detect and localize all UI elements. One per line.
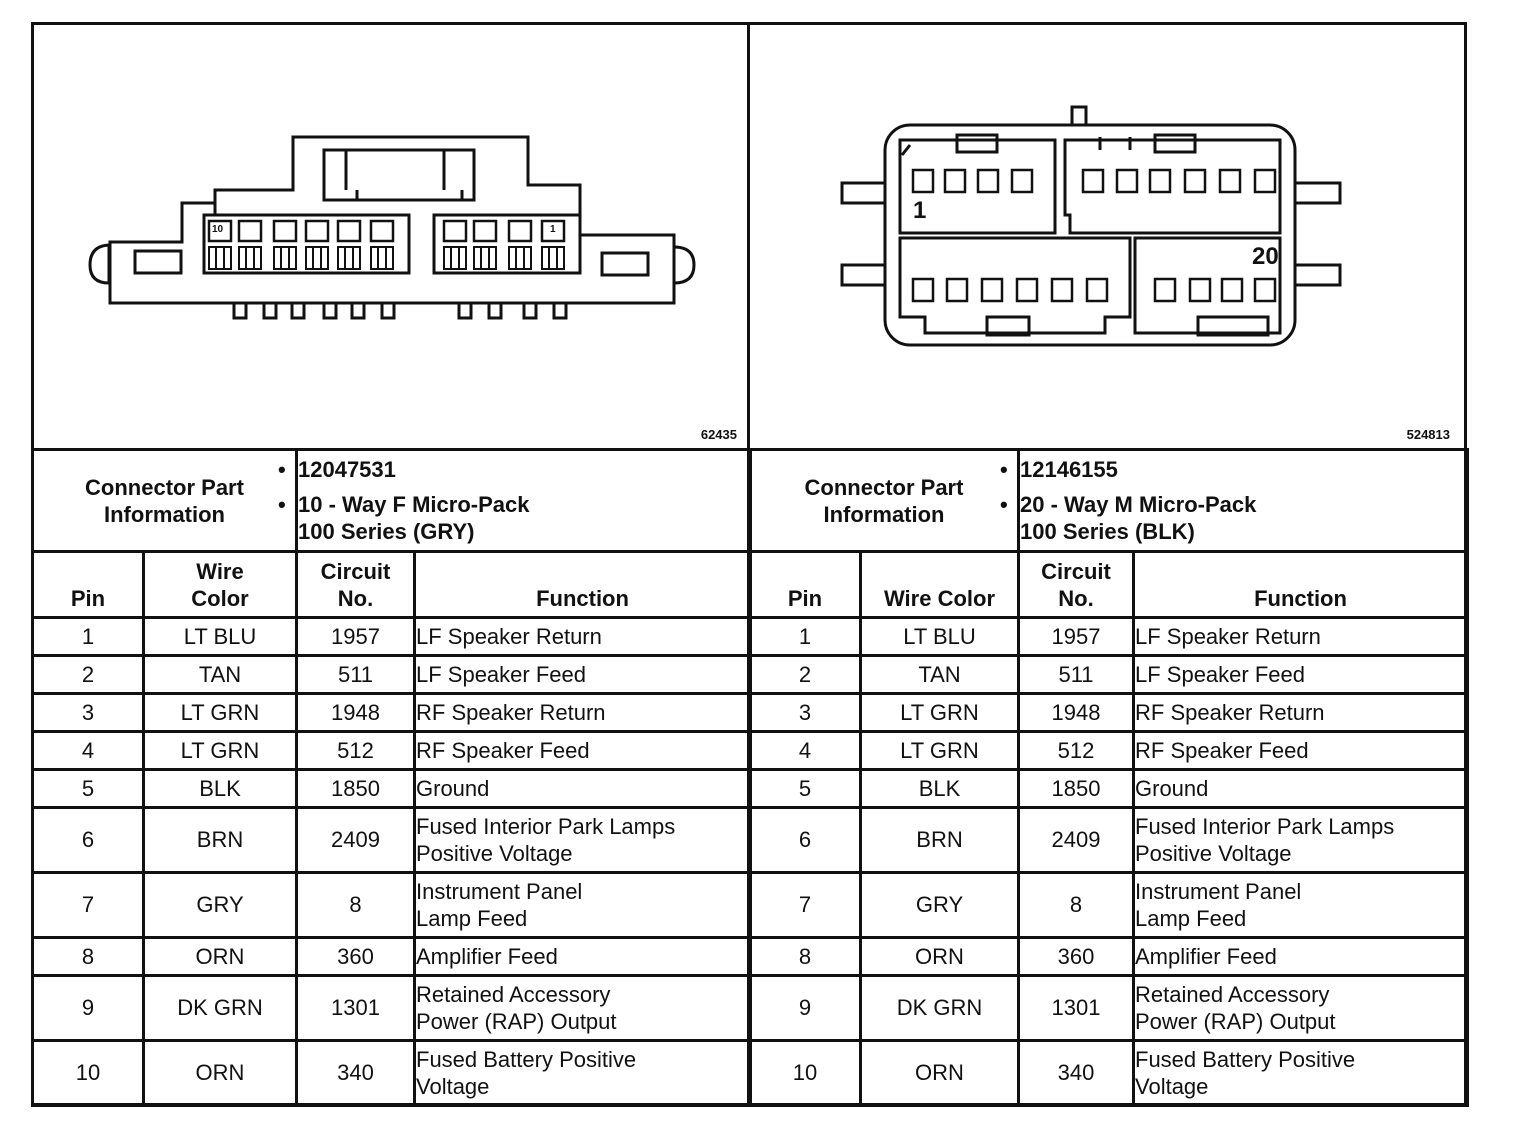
left-function-line1: LF Speaker Feed bbox=[416, 662, 586, 687]
left-function-cell bbox=[415, 938, 751, 976]
left-function-line1: LF Speaker Return bbox=[416, 624, 602, 649]
right-wire-color-cell: ORN bbox=[861, 1041, 1019, 1106]
left-header-function: Function bbox=[415, 552, 751, 618]
left-wire-color-cell: ORN bbox=[144, 1041, 297, 1106]
right-pin-cell: 3 bbox=[750, 694, 861, 732]
left-function-cell bbox=[415, 1041, 751, 1106]
right-circuit-cell: 511 bbox=[1019, 656, 1134, 694]
left-function-line1: Retained Accessory bbox=[416, 982, 611, 1007]
left-circuit-cell: 512 bbox=[297, 732, 415, 770]
left-table-row bbox=[33, 732, 751, 770]
right-part-description-line1: • 20 - Way M Micro-Pack bbox=[1020, 491, 1466, 518]
left-part-info bbox=[297, 450, 751, 552]
left-circuit-cell: 1948 bbox=[297, 694, 415, 732]
right-table-row bbox=[750, 618, 1468, 656]
left-wire-color-cell: DK GRN bbox=[144, 976, 297, 1041]
right-header-circuit-line1: Circuit bbox=[1041, 559, 1111, 584]
left-pin-cell: 7 bbox=[33, 873, 144, 938]
right-table-body bbox=[750, 618, 1468, 1106]
right-function-cell bbox=[1134, 808, 1468, 873]
left-connector-figure bbox=[34, 25, 747, 448]
left-circuit-cell: 8 bbox=[297, 873, 415, 938]
left-part-description-line1: • 10 - Way F Micro-Pack bbox=[298, 491, 749, 518]
right-function-line1: LF Speaker Return bbox=[1135, 624, 1321, 649]
right-pin-cell: 5 bbox=[750, 770, 861, 808]
right-table-row bbox=[750, 770, 1468, 808]
right-function-cell bbox=[1134, 618, 1468, 656]
right-function-line1: Ground bbox=[1135, 776, 1209, 801]
right-function-cell bbox=[1134, 656, 1468, 694]
left-function-line1: Ground bbox=[416, 776, 490, 801]
right-function-line1: RF Speaker Feed bbox=[1135, 738, 1309, 763]
left-table-row bbox=[33, 808, 751, 873]
left-function-line1: Amplifier Feed bbox=[416, 944, 558, 969]
right-part-info-label-text: Connector Part Information bbox=[804, 474, 964, 527]
right-table-row bbox=[750, 656, 1468, 694]
right-function-line2: Positive Voltage bbox=[1135, 841, 1292, 866]
left-function-line2: Positive Voltage bbox=[416, 841, 573, 866]
left-part-description-line2: 100 Series (GRY) bbox=[298, 519, 475, 544]
left-table-row bbox=[33, 694, 751, 732]
left-function-cell bbox=[415, 656, 751, 694]
right-function-cell bbox=[1134, 938, 1468, 976]
left-function-cell bbox=[415, 694, 751, 732]
left-pin-label-10: 10 bbox=[212, 224, 224, 235]
right-function-line1: Fused Battery Positive bbox=[1135, 1047, 1356, 1072]
right-pin-label-1: 1 bbox=[913, 197, 927, 224]
left-circuit-cell: 1850 bbox=[297, 770, 415, 808]
right-wire-color-cell: BRN bbox=[861, 808, 1019, 873]
right-part-info-row bbox=[750, 450, 1468, 552]
left-function-line1: RF Speaker Return bbox=[416, 700, 606, 725]
left-circuit-cell: 511 bbox=[297, 656, 415, 694]
right-pin-cell: 2 bbox=[750, 656, 861, 694]
right-circuit-cell: 1948 bbox=[1019, 694, 1134, 732]
left-header-wire-color bbox=[144, 552, 297, 618]
left-table-body bbox=[33, 618, 751, 1106]
right-connector-drawing bbox=[750, 25, 1464, 448]
right-header-function: Function bbox=[1134, 552, 1468, 618]
right-wire-color-cell: TAN bbox=[861, 656, 1019, 694]
right-wire-color-cell: ORN bbox=[861, 938, 1019, 976]
right-function-line1: Instrument Panel bbox=[1135, 879, 1302, 904]
right-part-info bbox=[1019, 450, 1468, 552]
left-part-number: • 12047531 bbox=[298, 456, 749, 483]
right-header-wire-color: Wire Color bbox=[861, 552, 1019, 618]
left-pin-cell: 5 bbox=[33, 770, 144, 808]
right-function-line1: Amplifier Feed bbox=[1135, 944, 1277, 969]
left-wire-color-cell: BLK bbox=[144, 770, 297, 808]
right-part-description-line2: 100 Series (BLK) bbox=[1020, 519, 1195, 544]
left-wire-color-cell: LT GRN bbox=[144, 694, 297, 732]
left-connector-drawing bbox=[34, 25, 747, 448]
left-function-cell bbox=[415, 770, 751, 808]
left-table-row bbox=[33, 618, 751, 656]
right-circuit-cell: 1301 bbox=[1019, 976, 1134, 1041]
left-pin-cell: 2 bbox=[33, 656, 144, 694]
left-wire-color-cell: GRY bbox=[144, 873, 297, 938]
left-header-circuit-line2: No. bbox=[337, 586, 374, 611]
left-wire-color-cell: BRN bbox=[144, 808, 297, 873]
right-table-row bbox=[750, 732, 1468, 770]
right-wire-color-cell: LT BLU bbox=[861, 618, 1019, 656]
left-circuit-cell: 2409 bbox=[297, 808, 415, 873]
right-header-row bbox=[750, 552, 1468, 618]
right-circuit-cell: 8 bbox=[1019, 873, 1134, 938]
right-table-row bbox=[750, 976, 1468, 1041]
left-function-cell bbox=[415, 808, 751, 873]
right-pin-cell: 7 bbox=[750, 873, 861, 938]
right-table-row bbox=[750, 1041, 1468, 1106]
left-function-line2: Lamp Feed bbox=[416, 906, 528, 931]
left-function-cell bbox=[415, 976, 751, 1041]
right-function-cell bbox=[1134, 770, 1468, 808]
right-pin-cell: 10 bbox=[750, 1041, 861, 1106]
left-function-line1: RF Speaker Feed bbox=[416, 738, 590, 763]
left-pin-cell: 3 bbox=[33, 694, 144, 732]
left-circuit-cell: 360 bbox=[297, 938, 415, 976]
right-connector-figure bbox=[750, 25, 1464, 448]
left-function-cell bbox=[415, 732, 751, 770]
left-pin-cell: 6 bbox=[33, 808, 144, 873]
left-pin-cell: 8 bbox=[33, 938, 144, 976]
left-header-wire-color-line2: Color bbox=[191, 586, 249, 611]
left-connector-table bbox=[31, 448, 752, 1107]
right-table-row bbox=[750, 873, 1468, 938]
left-table-row bbox=[33, 938, 751, 976]
right-wire-color-cell: GRY bbox=[861, 873, 1019, 938]
left-function-line1: Instrument Panel bbox=[416, 879, 583, 904]
right-function-cell bbox=[1134, 976, 1468, 1041]
left-circuit-cell: 1957 bbox=[297, 618, 415, 656]
right-function-line2: Lamp Feed bbox=[1135, 906, 1247, 931]
left-part-info-label-text: Connector Part Information bbox=[85, 474, 244, 527]
right-wire-color-cell: LT GRN bbox=[861, 694, 1019, 732]
left-header-pin: Pin bbox=[33, 552, 144, 618]
left-header-circuit-line1: Circuit bbox=[320, 559, 391, 584]
left-header-circuit bbox=[297, 552, 415, 618]
left-function-line2: Voltage bbox=[416, 1074, 490, 1099]
left-part-info-row bbox=[33, 450, 751, 552]
right-function-cell bbox=[1134, 873, 1468, 938]
left-figure-number: 62435 bbox=[700, 427, 737, 442]
right-part-info-label bbox=[750, 450, 1019, 552]
right-function-cell bbox=[1134, 732, 1468, 770]
left-function-cell bbox=[415, 618, 751, 656]
left-function-line1: Fused Interior Park Lamps bbox=[416, 814, 676, 839]
left-pin-label-1: 1 bbox=[550, 224, 556, 235]
left-wire-color-cell: LT BLU bbox=[144, 618, 297, 656]
left-function-line1: Fused Battery Positive bbox=[416, 1047, 637, 1072]
right-wire-color-cell: DK GRN bbox=[861, 976, 1019, 1041]
right-circuit-cell: 340 bbox=[1019, 1041, 1134, 1106]
right-wire-color-cell: BLK bbox=[861, 770, 1019, 808]
right-connector-table bbox=[748, 448, 1469, 1107]
left-circuit-cell: 340 bbox=[297, 1041, 415, 1106]
right-function-cell bbox=[1134, 1041, 1468, 1106]
left-header-row bbox=[33, 552, 751, 618]
left-table-row bbox=[33, 976, 751, 1041]
right-table-row bbox=[750, 938, 1468, 976]
right-function-line1: Fused Interior Park Lamps bbox=[1135, 814, 1395, 839]
right-circuit-cell: 512 bbox=[1019, 732, 1134, 770]
right-wire-color-cell: LT GRN bbox=[861, 732, 1019, 770]
right-pin-cell: 8 bbox=[750, 938, 861, 976]
right-table-row bbox=[750, 694, 1468, 732]
left-wire-color-cell: TAN bbox=[144, 656, 297, 694]
right-function-line2: Voltage bbox=[1135, 1074, 1209, 1099]
right-part-number: • 12146155 bbox=[1020, 456, 1466, 483]
right-header-circuit bbox=[1019, 552, 1134, 618]
right-pin-label-20: 20 bbox=[1252, 243, 1279, 270]
left-wire-color-cell: ORN bbox=[144, 938, 297, 976]
right-function-line1: Retained Accessory bbox=[1135, 982, 1330, 1007]
left-wire-color-cell: LT GRN bbox=[144, 732, 297, 770]
right-table-row bbox=[750, 808, 1468, 873]
left-pin-cell: 10 bbox=[33, 1041, 144, 1106]
left-circuit-cell: 1301 bbox=[297, 976, 415, 1041]
right-header-pin: Pin bbox=[750, 552, 861, 618]
right-pin-cell: 4 bbox=[750, 732, 861, 770]
left-pin-cell: 9 bbox=[33, 976, 144, 1041]
right-function-line1: LF Speaker Feed bbox=[1135, 662, 1305, 687]
right-circuit-cell: 1850 bbox=[1019, 770, 1134, 808]
left-part-info-label bbox=[33, 450, 297, 552]
right-circuit-cell: 360 bbox=[1019, 938, 1134, 976]
left-header-wire-color-line1: Wire bbox=[196, 559, 244, 584]
left-table-row bbox=[33, 656, 751, 694]
left-pin-cell: 4 bbox=[33, 732, 144, 770]
left-function-line2: Power (RAP) Output bbox=[416, 1009, 617, 1034]
right-circuit-cell: 1957 bbox=[1019, 618, 1134, 656]
right-figure-number: 524813 bbox=[1406, 427, 1450, 442]
right-pin-cell: 6 bbox=[750, 808, 861, 873]
right-function-line1: RF Speaker Return bbox=[1135, 700, 1325, 725]
right-circuit-cell: 2409 bbox=[1019, 808, 1134, 873]
left-table-row bbox=[33, 770, 751, 808]
left-table-row bbox=[33, 1041, 751, 1106]
left-function-cell bbox=[415, 873, 751, 938]
right-pin-cell: 1 bbox=[750, 618, 861, 656]
right-header-circuit-line2: No. bbox=[1058, 586, 1094, 611]
left-pin-cell: 1 bbox=[33, 618, 144, 656]
left-table-row bbox=[33, 873, 751, 938]
right-function-cell bbox=[1134, 694, 1468, 732]
right-pin-cell: 9 bbox=[750, 976, 861, 1041]
right-function-line2: Power (RAP) Output bbox=[1135, 1009, 1336, 1034]
